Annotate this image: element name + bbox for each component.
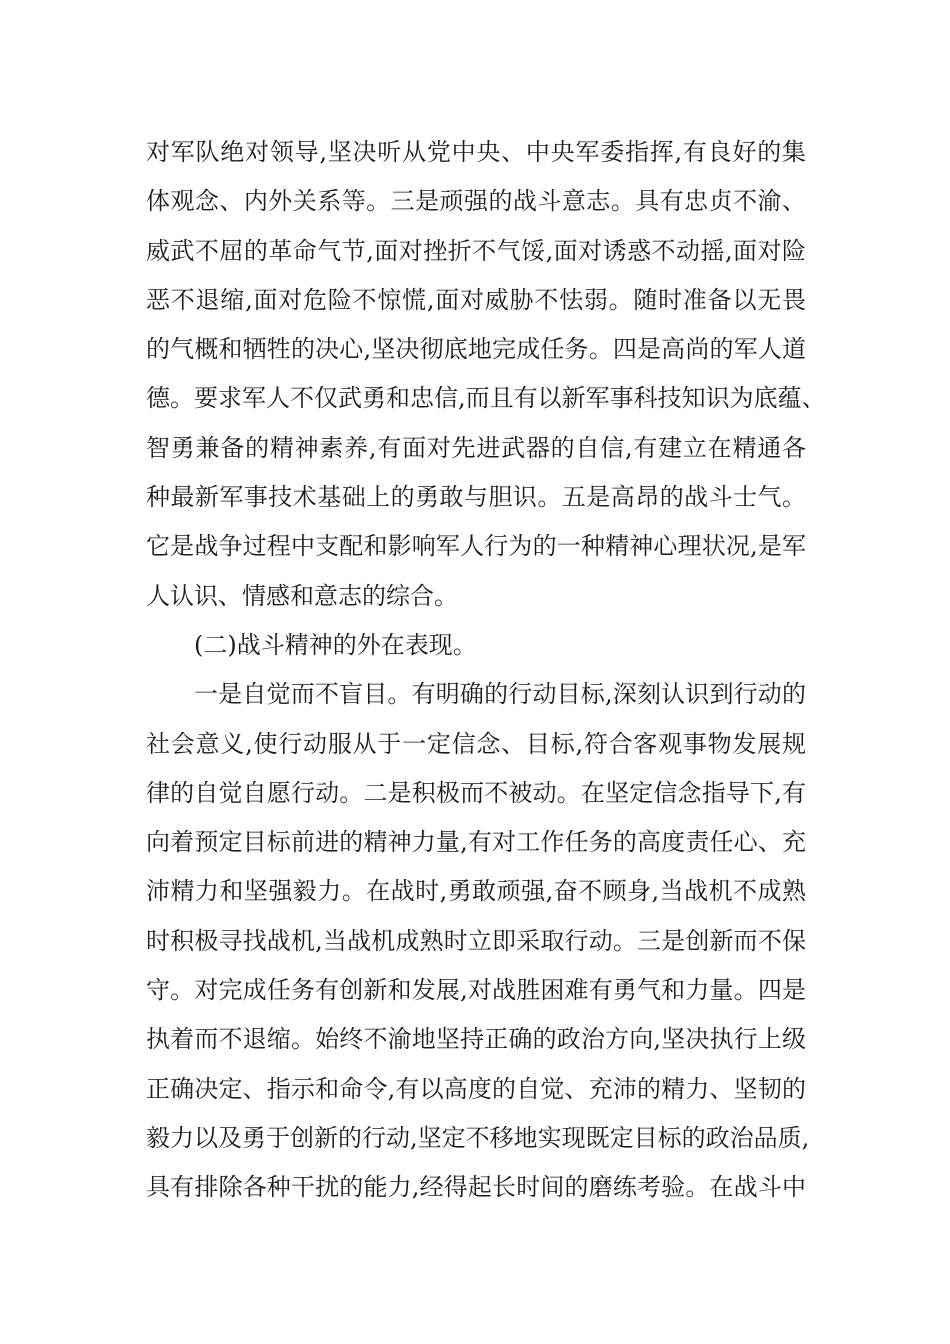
body-text (146, 128, 826, 1213)
text-line: 的气概和牺牲的决心,坚决彻底地完成任务。四是高尚的军人道 (146, 335, 806, 364)
text-line: 威武不屈的革命气节,面对挫折不气馁,面对诱惑不动摇,面对险 (146, 236, 806, 265)
text-line: 体观念、内外关系等。三是顽强的战斗意志。具有忠贞不渝、 (146, 187, 806, 216)
text-line: 具有排除各种干扰的能力,经得起长时间的磨练考验。在战斗中 (146, 1173, 806, 1202)
text-line: 时积极寻找战机,当战机成熟时立即采取行动。三是创新而不保 (146, 926, 806, 955)
text-line: 对军队绝对领导,坚决听从党中央、中央军委指挥,有良好的集 (146, 138, 806, 166)
text-line: 智勇兼备的精神素养,有面对先进武器的自信,有建立在精通各 (146, 433, 806, 462)
text-line: 向着预定目标前进的精神力量,有对工作任务的高度责任心、充 (146, 828, 806, 857)
section-heading: (二)战斗精神的外在表现。 (194, 630, 477, 659)
text-line: 沛精力和坚强毅力。在战时,勇敢顽强,奋不顾身,当战机不成熟 (146, 877, 806, 906)
text-line: 它是战争过程中支配和影响军人行为的一种精神心理状况,是军 (146, 532, 806, 561)
text-line: 执着而不退缩。始终不渝地坚持正确的政治方向,坚决执行上级 (146, 1025, 806, 1054)
text-line: 社会意义,使行动服从于一定信念、目标,符合客观事物发展规 (146, 729, 806, 758)
text-line: 守。对完成任务有创新和发展,对战胜困难有勇气和力量。四是 (146, 976, 806, 1005)
text-line: 德。要求军人不仅武勇和忠信,而且有以新军事科技知识为底蕴、 (146, 384, 826, 413)
text-line: 正确决定、指示和命令,有以高度的自觉、充沛的精力、坚韧的 (146, 1074, 806, 1103)
text-line: 一是自觉而不盲目。有明确的行动目标,深刻认识到行动的 (194, 680, 806, 709)
text-line: 毅力以及勇于创新的行动,坚定不移地实现既定目标的政治品质, (146, 1123, 810, 1152)
text-line: 恶不退缩,面对危险不惊慌,面对威胁不怯弱。随时准备以无畏 (146, 285, 806, 314)
text-line: 种最新军事技术基础上的勇敢与胆识。五是高昂的战斗士气。 (146, 483, 806, 512)
text-line: 人认识、情感和意志的综合。 (146, 581, 458, 610)
text-line: 律的自觉自愿行动。二是积极而不被动。在坚定信念指导下,有 (146, 778, 806, 807)
